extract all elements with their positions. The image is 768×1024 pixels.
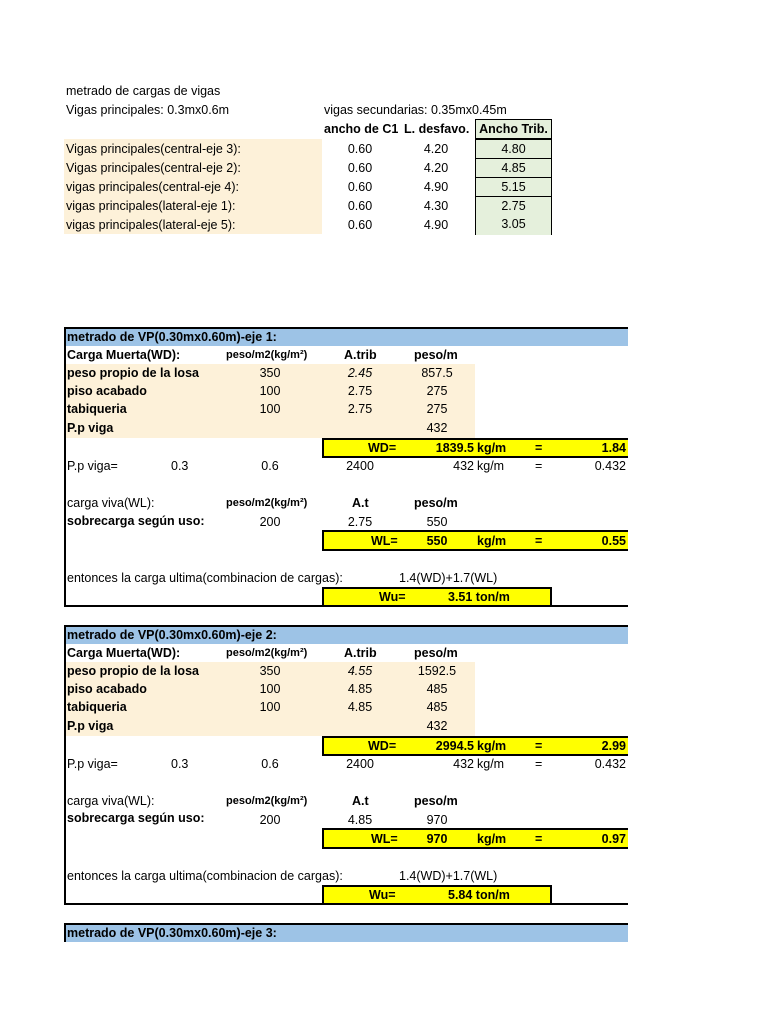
col-atrib: A.trib bbox=[344, 646, 377, 660]
row-label: vigas principales(lateral-eje 1): bbox=[66, 199, 236, 213]
col-peso-m: peso/m bbox=[414, 646, 458, 660]
ppv-b: 0.3 bbox=[171, 757, 189, 771]
wl-value: 550 bbox=[426, 534, 448, 548]
row-peso-m2: 100 bbox=[259, 384, 281, 398]
sobrecarga-a: 4.85 bbox=[347, 813, 373, 827]
carga-viva-label: carga viva(WL): bbox=[67, 794, 155, 808]
wd-unit: kg/m bbox=[477, 739, 507, 753]
wu-value: 5.84 ton/m bbox=[448, 888, 510, 902]
ppv-label: P.p viga= bbox=[67, 757, 118, 771]
row-ancho: 0.60 bbox=[347, 218, 373, 232]
row-atrib: 2.75 bbox=[347, 384, 373, 398]
row-trib: 2.75 bbox=[475, 196, 552, 216]
row-peso-m: 485 bbox=[426, 682, 448, 696]
row-peso-m: 275 bbox=[426, 384, 448, 398]
row-atrib: 2.75 bbox=[347, 402, 373, 416]
wd-value: 2994.5 bbox=[435, 739, 474, 753]
wl-value: 970 bbox=[426, 832, 448, 846]
carga-muerta-label: Carga Muerta(WD): bbox=[67, 646, 181, 660]
row-atrib: 4.85 bbox=[347, 700, 373, 714]
wu-total-bar bbox=[322, 587, 552, 607]
col-peso-m-live: peso/m bbox=[414, 794, 458, 808]
wl-unit: kg/m bbox=[477, 832, 507, 846]
row-label: piso acabado bbox=[67, 682, 147, 696]
sobrecarga-p: 200 bbox=[259, 813, 281, 827]
row-label: Vigas principales(central-eje 3): bbox=[66, 142, 241, 156]
row-peso-m2: 100 bbox=[259, 402, 281, 416]
ppv-label: P.p viga= bbox=[67, 459, 118, 473]
ppv-eq: = bbox=[535, 757, 543, 771]
vp-label: Vigas principales: 0.3mx0.6m bbox=[66, 103, 230, 117]
col-peso-m: peso/m bbox=[414, 348, 458, 362]
wd-label: WD= bbox=[368, 441, 397, 455]
row-peso-m2: 100 bbox=[259, 682, 281, 696]
combinacion-label: entonces la carga ultima(combinacion de cargas): bbox=[67, 571, 343, 585]
carga-viva-label: carga viva(WL): bbox=[67, 496, 155, 510]
header-l-desfavo: L. desfavo. bbox=[404, 122, 470, 136]
sobrecarga-label: sobrecarga según uso: bbox=[67, 514, 205, 528]
carga-muerta-label: Carga Muerta(WD): bbox=[67, 348, 181, 362]
row-peso-m2: 350 bbox=[259, 366, 281, 380]
ppv-b: 0.3 bbox=[171, 459, 189, 473]
combinacion-formula: 1.4(WD)+1.7(WL) bbox=[399, 869, 498, 883]
wu-label: Wu= bbox=[369, 888, 396, 902]
row-trib: 3.05 bbox=[475, 215, 552, 235]
row-label: vigas principales(lateral-eje 5): bbox=[66, 218, 236, 232]
row-l: 4.90 bbox=[423, 218, 449, 232]
ppv-val: 432 bbox=[453, 757, 474, 771]
row-peso-m: 1592.5 bbox=[417, 664, 457, 678]
row-label: tabiqueria bbox=[67, 700, 127, 714]
col-peso-m2: peso/m2(kg/m²) bbox=[226, 349, 308, 361]
wu-total-bar bbox=[322, 885, 552, 905]
sobrecarga-w: 970 bbox=[426, 813, 448, 827]
row-label: peso propio de la losa bbox=[67, 664, 199, 678]
sobrecarga-label: sobrecarga según uso: bbox=[67, 811, 205, 825]
ppv-h: 0.6 bbox=[261, 459, 279, 473]
col-atrib: A.trib bbox=[344, 348, 377, 362]
col-peso-m2: peso/m2(kg/m²) bbox=[226, 647, 308, 659]
wl-eq: = bbox=[535, 832, 543, 846]
row-label: piso acabado bbox=[67, 384, 147, 398]
header-ancho-c1: ancho de C1 bbox=[324, 122, 399, 136]
row-peso-m: 857.5 bbox=[421, 366, 453, 380]
row-l: 4.20 bbox=[423, 161, 449, 175]
wl-unit: kg/m bbox=[477, 534, 507, 548]
row-trib: 4.85 bbox=[475, 158, 552, 178]
row-l: 4.20 bbox=[423, 142, 449, 156]
sobrecarga-p: 200 bbox=[259, 515, 281, 529]
ppv-h: 0.6 bbox=[261, 757, 279, 771]
wd-label: WD= bbox=[368, 739, 397, 753]
wd-value: 1839.5 bbox=[435, 441, 474, 455]
wl-ton: 0.55 bbox=[601, 534, 626, 548]
row-l: 4.30 bbox=[423, 199, 449, 213]
col-at: A.t bbox=[352, 794, 369, 808]
header-ancho-trib: Ancho Trib. bbox=[475, 119, 552, 139]
row-trib: 4.80 bbox=[475, 139, 552, 159]
row-trib: 5.15 bbox=[475, 177, 552, 197]
row-peso-m2: 100 bbox=[259, 700, 281, 714]
combinacion-label: entonces la carga ultima(combinacion de cargas): bbox=[67, 869, 343, 883]
row-label: tabiqueria bbox=[67, 402, 127, 416]
row-l: 4.90 bbox=[423, 180, 449, 194]
row-ancho: 0.60 bbox=[347, 180, 373, 194]
sobrecarga-a: 2.75 bbox=[347, 515, 373, 529]
col-at: A.t bbox=[352, 496, 369, 510]
col-peso-m-live: peso/m bbox=[414, 496, 458, 510]
row-label: peso propio de la losa bbox=[67, 366, 199, 380]
row-ancho: 0.60 bbox=[347, 161, 373, 175]
ppv-ton: 0.432 bbox=[594, 757, 626, 771]
section-header: metrado de VP(0.30mx0.60m)-eje 2: bbox=[67, 628, 277, 642]
row-ancho: 0.60 bbox=[347, 199, 373, 213]
section-header: metrado de VP(0.30mx0.60m)-eje 1: bbox=[67, 330, 277, 344]
wd-eq: = bbox=[535, 441, 543, 455]
ppv-unit: kg/m bbox=[477, 757, 505, 771]
row-peso-m: 432 bbox=[426, 421, 448, 435]
ppv-eq: = bbox=[535, 459, 543, 473]
wl-label: WL= bbox=[371, 534, 398, 548]
wl-label: WL= bbox=[371, 832, 398, 846]
row-label: Vigas principales(central-eje 2): bbox=[66, 161, 241, 175]
wu-value: 3.51 ton/m bbox=[448, 590, 510, 604]
wd-unit: kg/m bbox=[477, 441, 507, 455]
ppv-val: 432 bbox=[453, 459, 474, 473]
row-atrib: 4.85 bbox=[347, 682, 373, 696]
row-atrib: 2.45 bbox=[347, 366, 373, 380]
row-label: P.p viga bbox=[67, 421, 114, 435]
row-label: P.p viga bbox=[67, 719, 114, 733]
ppv-g: 2400 bbox=[346, 459, 374, 473]
wl-eq: = bbox=[535, 534, 543, 548]
col-peso-m2-live: peso/m2(kg/m²) bbox=[226, 795, 308, 807]
ppv-g: 2400 bbox=[346, 757, 374, 771]
row-ancho: 0.60 bbox=[347, 142, 373, 156]
row-peso-m2: 350 bbox=[259, 664, 281, 678]
wd-ton: 1.84 bbox=[601, 441, 626, 455]
col-peso-m2-live: peso/m2(kg/m²) bbox=[226, 497, 308, 509]
top-title: metrado de cargas de vigas bbox=[66, 84, 221, 98]
section-header: metrado de VP(0.30mx0.60m)-eje 3: bbox=[67, 926, 277, 940]
wd-eq: = bbox=[535, 739, 543, 753]
wl-ton: 0.97 bbox=[601, 832, 626, 846]
wu-label: Wu= bbox=[379, 590, 406, 604]
row-label: vigas principales(central-eje 4): bbox=[66, 180, 239, 194]
row-peso-m: 432 bbox=[426, 719, 448, 733]
sobrecarga-w: 550 bbox=[426, 515, 448, 529]
vs-label: vigas secundarias: 0.35mx0.45m bbox=[324, 103, 507, 117]
wd-ton: 2.99 bbox=[601, 739, 626, 753]
row-atrib: 4.55 bbox=[347, 664, 373, 678]
ppv-ton: 0.432 bbox=[594, 459, 626, 473]
combinacion-formula: 1.4(WD)+1.7(WL) bbox=[399, 571, 498, 585]
ppv-unit: kg/m bbox=[477, 459, 505, 473]
row-peso-m: 275 bbox=[426, 402, 448, 416]
row-peso-m: 485 bbox=[426, 700, 448, 714]
